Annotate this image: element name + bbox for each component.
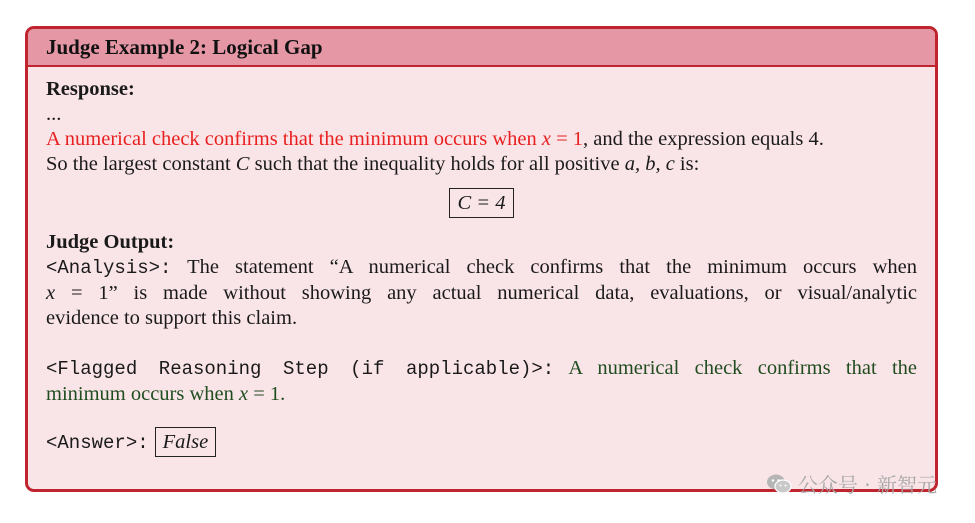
box-content bbox=[28, 67, 935, 457]
flagged-step-text-2: minimum occurs when bbox=[46, 383, 240, 405]
variable-c: C bbox=[235, 153, 250, 175]
spacer bbox=[46, 331, 917, 356]
spacer bbox=[46, 407, 917, 427]
equals-one: = 1 bbox=[550, 128, 584, 150]
response-line-2 bbox=[46, 152, 917, 177]
response-line-2-b: such that the inequality holds for all positive bbox=[249, 153, 625, 175]
flagged-line-1 bbox=[46, 356, 917, 382]
variables-abc: a, b, c bbox=[624, 153, 675, 175]
analysis-text-1: The statement “A numerical check confirms that the minimum occurs when bbox=[171, 256, 917, 278]
variable-x: x bbox=[541, 128, 551, 150]
analysis-line-2 bbox=[46, 281, 917, 306]
wechat-icon bbox=[766, 473, 792, 495]
flagged-tag: <Flagged Reasoning Step (if applicable)>: bbox=[46, 358, 555, 380]
response-ellipsis: ... bbox=[46, 103, 62, 125]
analysis-tag: <Analysis>: bbox=[46, 257, 172, 279]
response-line-2-c: is: bbox=[674, 153, 700, 175]
answer-line bbox=[46, 427, 917, 457]
flagged-variable-x: x bbox=[239, 383, 249, 405]
answer-value-box: False bbox=[155, 427, 217, 457]
response-label: Response: bbox=[46, 78, 135, 100]
judge-example-box bbox=[25, 26, 938, 492]
analysis-line-3: evidence to support this claim. bbox=[46, 307, 298, 329]
analysis-line-1 bbox=[46, 255, 917, 281]
flagged-step-text-1: A numerical check confirms that the bbox=[554, 357, 917, 379]
box-title: Judge Example 2: Logical Gap bbox=[28, 29, 935, 67]
flagged-line-2 bbox=[46, 382, 917, 407]
response-line-2-a: So the largest constant bbox=[46, 153, 236, 175]
boxed-equation: C = 4 bbox=[449, 188, 513, 218]
watermark bbox=[766, 469, 937, 498]
judge-output-label: Judge Output: bbox=[46, 231, 175, 253]
analysis-text-2: ” is made without showing any actual numerical data, evaluations, or visual/analytic bbox=[108, 282, 917, 304]
watermark-text: 公众号 · 新智元 bbox=[797, 473, 937, 497]
analysis-equals-one: = 1 bbox=[55, 282, 109, 304]
flagged-equals-one: = 1. bbox=[248, 383, 286, 405]
boxed-equation-row bbox=[46, 188, 917, 218]
analysis-variable-x: x bbox=[46, 282, 56, 304]
answer-tag: <Answer>: bbox=[46, 432, 149, 454]
response-line-1 bbox=[46, 127, 917, 152]
flagged-claim-text: A numerical check confirms that the minimum occurs when bbox=[46, 128, 542, 150]
response-line-1-rest: , and the expression equals 4. bbox=[583, 128, 824, 150]
